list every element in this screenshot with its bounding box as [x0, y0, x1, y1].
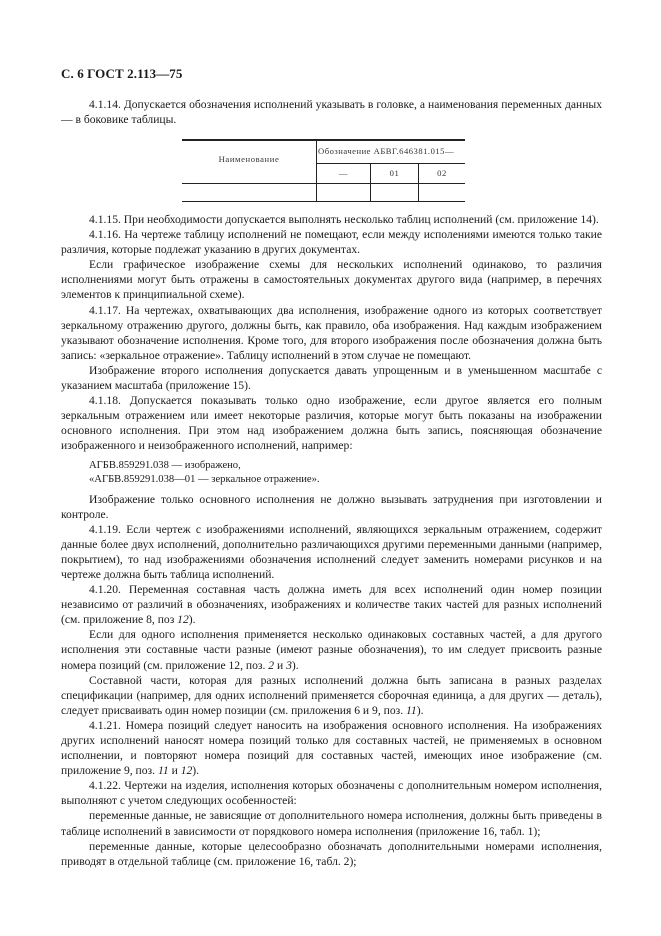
paragraph-end: ). [291, 658, 299, 672]
paragraph-4-1-18-b: Изображение только основного исполнения не должно вызывать затруднения при изготовлении и контроле. [61, 492, 602, 521]
table-header-split [316, 163, 465, 164]
paragraph-4-1-15: 4.1.15. При необходимости допускается выполнять несколько таблиц исполнений (см. приложение 14). [89, 213, 599, 226]
paragraph-4-1-22-b: переменные данные, которые целесообразно обозначать дополнительными номерами исполнения, приводят в отдельной таблице (см. приложение 16, табл. 2); [61, 839, 602, 868]
paragraph-4-1-20-c-text: Составной части, которая для разных исполнений должна быть записана в разных разделах спецификации (например, для одних исполнений применяется сборочная единица, а для других — деталь), следует присваивать один номер позиции (см. приложения 6 и 9, поз. [61, 673, 602, 717]
paragraph-4-1-18: 4.1.18. Допускается показывать только одно изображение, если другое является его полным зеркальным отражением или имеет некоторые различия, которые могут быть показаны на изображении основного исполнения. При этом над изображением должна быть запись, поясняющая обозначение изображенного и неизображенного исполнений, например: [61, 394, 602, 453]
paragraph-4-1-14: 4.1.14. Допускается обозначения исполнений указывать в головке, а наименования переменных данных — в боковике таблицы. [61, 98, 602, 127]
position-ref: 12 [180, 764, 193, 778]
example-line-2: «АГБВ.859291.038—01 — зеркальное отражение». [89, 473, 320, 485]
paragraph-end: ). [416, 703, 424, 717]
paragraph-end: ). [192, 764, 200, 778]
table-subcol-base: — [338, 168, 349, 178]
table-subcol-01: 01 [389, 168, 400, 178]
body-section [61, 212, 602, 869]
paragraph-4-1-17-b: Изображение второго исполнения допускается давать упрощенным и в уменьшенном масштабе с указанием масштаба (приложение 15). [61, 363, 602, 393]
position-ref: 12 [177, 613, 189, 627]
paragraph-4-1-20-a-text: 4.1.20. Переменная составная часть должна иметь для всех исполнений один номер позиции независимо от различий в обозначениях, изображениях и количестве таких частей для разных исполнений (см. приложение 8, поз [61, 583, 602, 627]
table-header-name: Наименование [218, 154, 280, 164]
position-ref: 2 [268, 658, 275, 672]
paragraph-4-1-20-b-text: Если для одного исполнения применяется несколько одинаковых составных частей, а для другого исполнения эти составные части разные (имеют разные обозначения), то им следует присвоить разные номера позиций (см. приложение 12, поз. [61, 628, 602, 672]
paragraph-4-1-16: 4.1.16. На чертеже таблицу исполнений не помещают, если между исполениями имеются только такие различия, которые подлежат указанию в других документах. [61, 228, 602, 257]
table-header-bottom [182, 183, 465, 184]
table-bottom-border [182, 201, 465, 202]
conjunction: и [168, 764, 181, 778]
paragraph-4-1-16-b: Если графическое изображение схемы для нескольких исполнений одинаково, то различия исполнениями могут быть отражены в самостоятельных документах другого вида (например, в перечнях элементов к принципиальной схеме). [61, 258, 602, 302]
paragraph-4-1-20-a [61, 582, 602, 627]
position-ref: 3 [286, 658, 292, 672]
paragraph-end: ). [188, 613, 196, 627]
paragraph-4-1-22: 4.1.22. Чертежи на изделия, исполнения которых обозначены с дополнительным номером исполнения, выполняют с учетом следующих особенностей: [61, 779, 602, 808]
table-subcol-02: 02 [437, 168, 447, 178]
page-header: С. 6 ГОСТ 2.113—75 [61, 66, 183, 81]
paragraph-4-1-22-a: переменные данные, не зависящие от дополнительного номера исполнения, должны быть приведены в таблице исполнений в зависимости от порядкового номера исполнения (приложение 16, табл. 1); [61, 809, 602, 838]
intro-section [61, 97, 602, 127]
position-ref: 11 [157, 764, 169, 778]
table-top-border [182, 139, 465, 141]
paragraph-4-1-20-c [61, 673, 602, 718]
paragraph-4-1-19: 4.1.19. Если чертеж с изображениями исполнений, являющихся зеркальным отражением, содержит данные более двух исполнений, дополнительно различающихся другими переменными данными (например, покрытием), то над изображениями обозначения исполнений следует заменить номерами рисунков и на чертеже должна быть таблица исполнений. [61, 522, 602, 581]
conjunction: и [274, 658, 287, 672]
variants-table [182, 139, 465, 202]
paragraph-4-1-17: 4.1.17. На чертежах, охватывающих два исполнения, изображение одного из которых соответствует зеркальному отражению другого, должны быть, как правило, оба изображения. Над каждым изображением указывают обозначение исполнения. Кроме того, для второго изображения после обозначения должна быть запись: «зеркальное отражение». Таблицу исполнений в этом случае не помещают. [61, 303, 602, 362]
example-line-1: АГБВ.859291.038 — изображено, [89, 459, 241, 471]
position-ref: 11 [406, 703, 417, 717]
paragraph-4-1-20-b [61, 627, 602, 672]
paragraph-4-1-21-text: 4.1.21. Номера позиций следует наносить на изображения основного исполнения. На изображениях других исполнений наносят номера позиций только для составных частей, не применяемых в основном исполнении, и повторяют номера позиций для составных частей, имеющих иное изображение (см. приложение 9, поз. [61, 718, 602, 778]
paragraph-4-1-21 [61, 718, 602, 778]
table-header-designation: Обозначение АБВГ.646381.015— [318, 146, 455, 156]
